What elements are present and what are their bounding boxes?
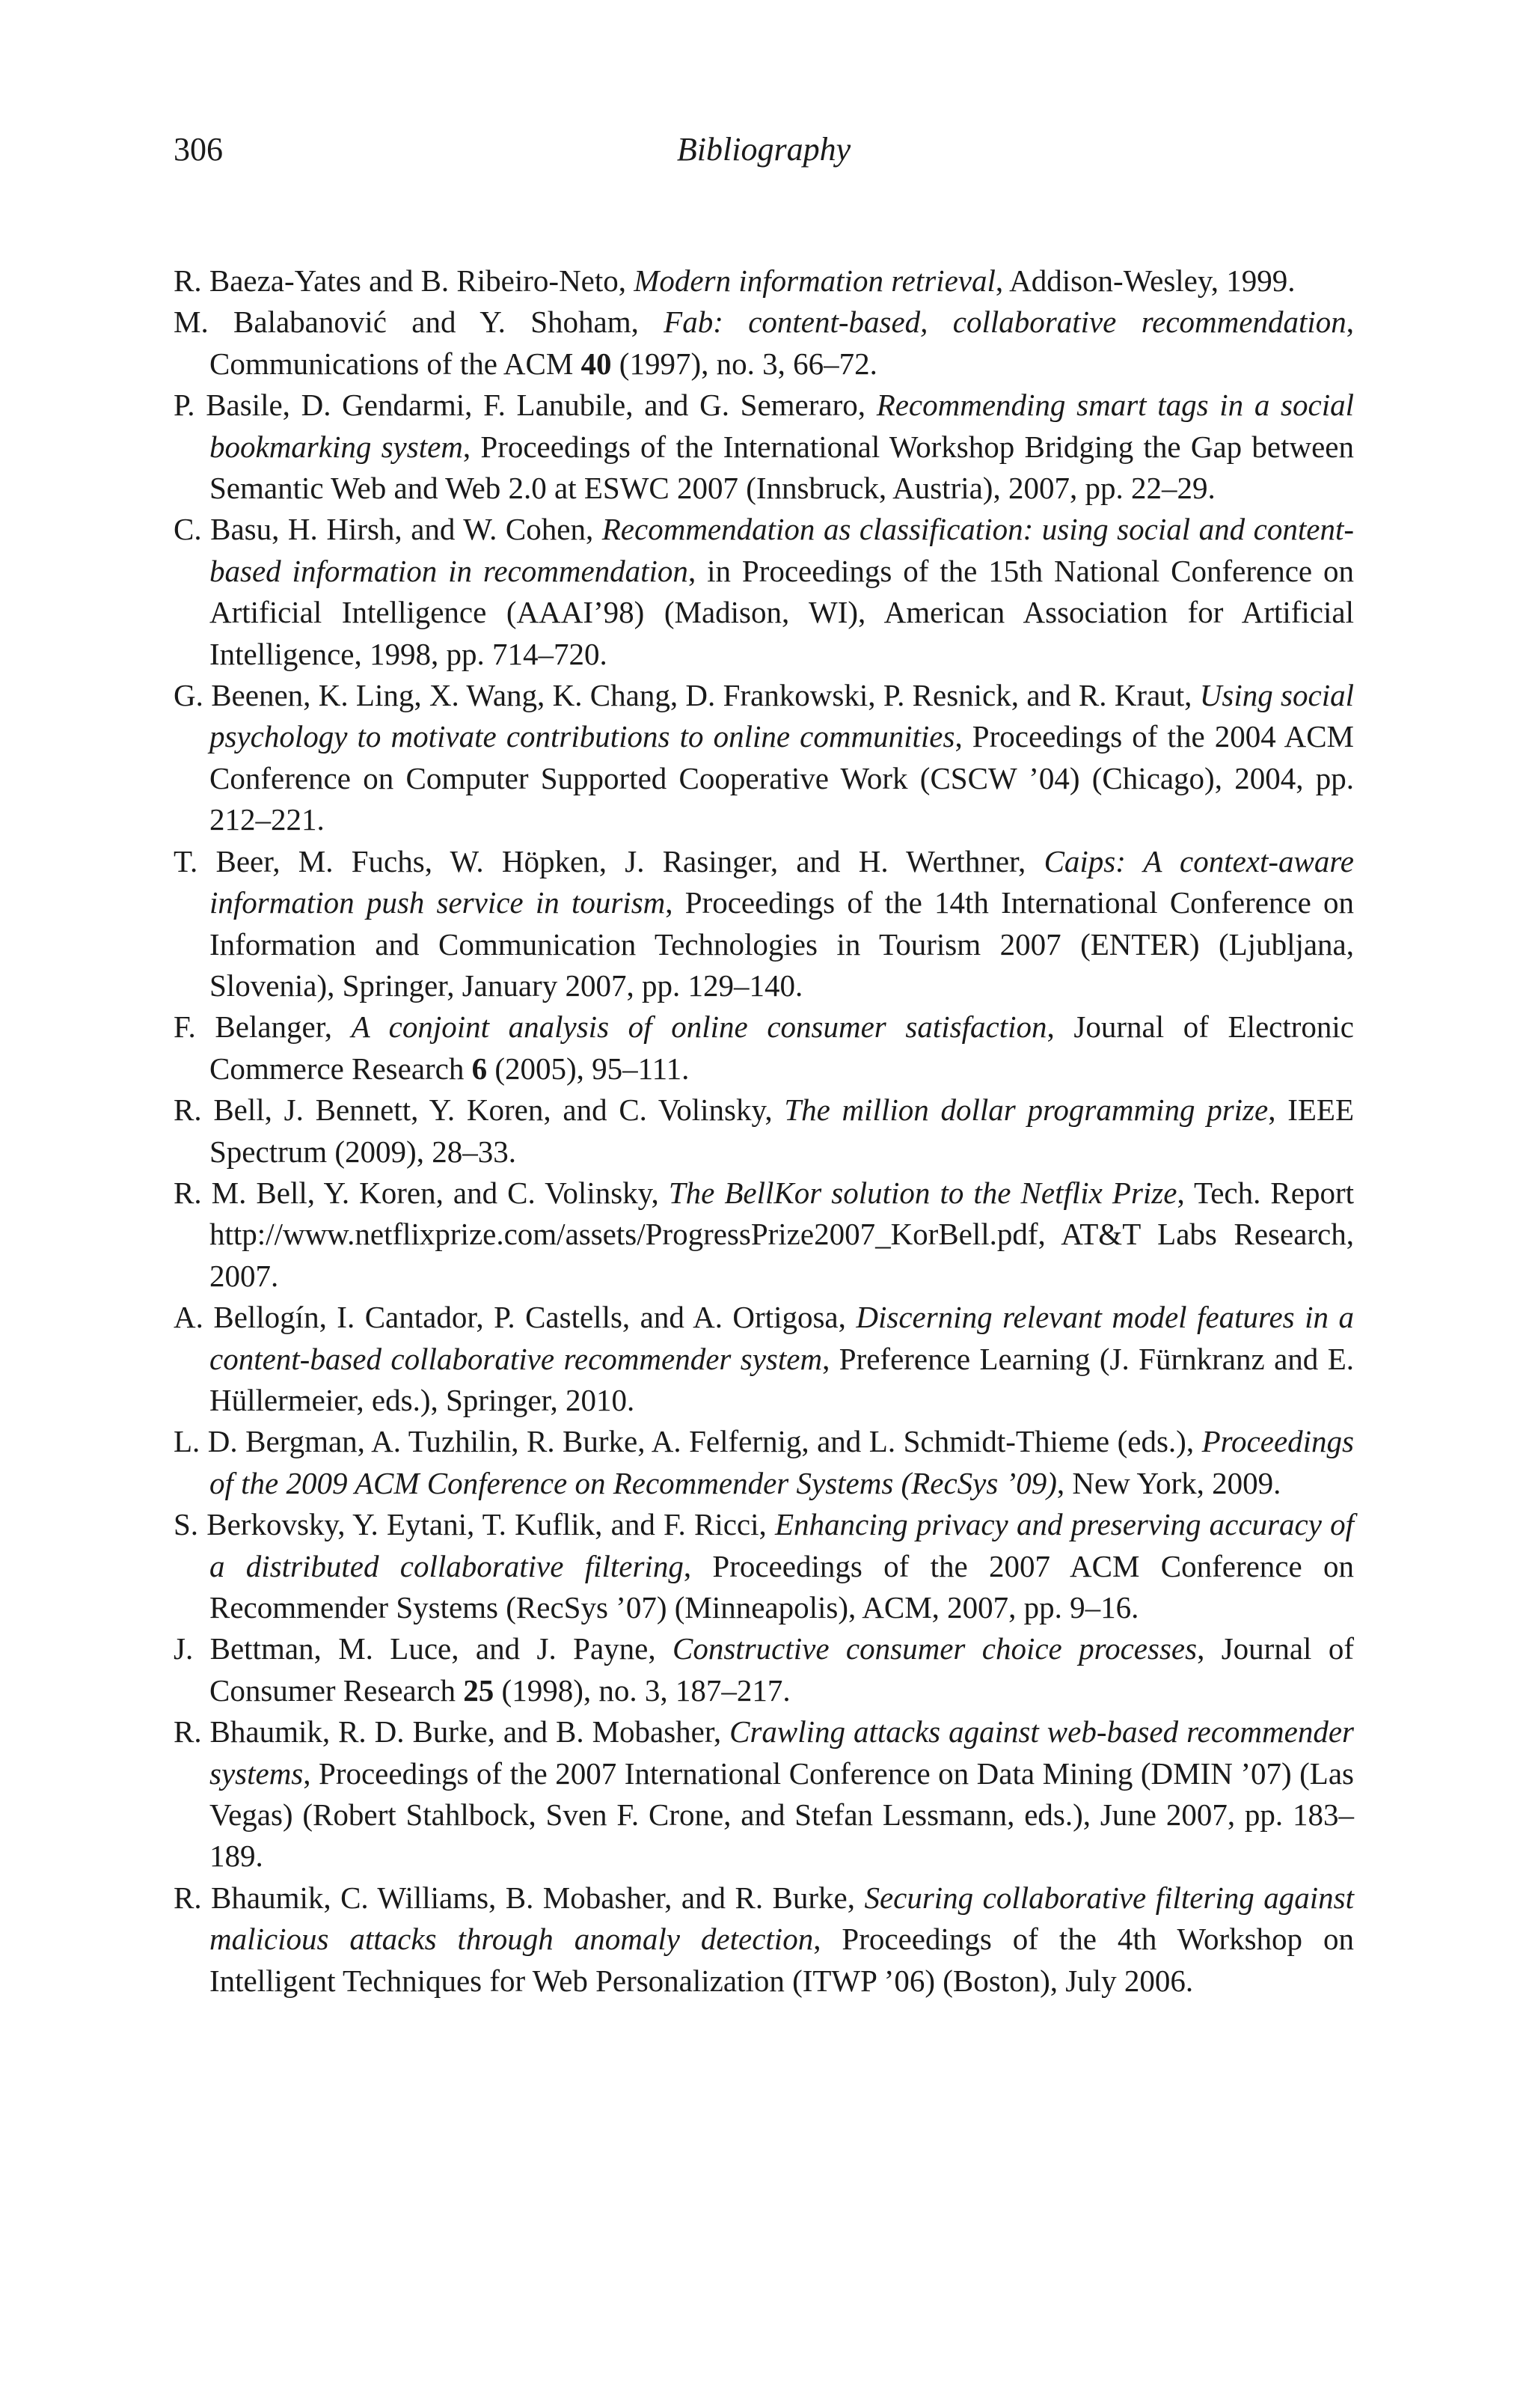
reference-title: Enhancing privacy and preserving accuracy of a distributed collaborative filtering <box>209 1507 1355 1583</box>
reference-entry <box>174 1504 1354 1628</box>
reference-details: (1998), no. 3, 187–217. <box>494 1672 791 1708</box>
reference-title: Securing collaborative filtering against malicious attacks through anomaly detection <box>209 1880 1354 1957</box>
reference-entry <box>174 302 1354 385</box>
reference-entry <box>174 1006 1354 1090</box>
reference-details: , New York, 2009. <box>1056 1465 1281 1500</box>
reference-entry <box>174 509 1354 675</box>
reference-details: , Proceedings of the 14th International Conference on Information and Communication Technologies in Tourism 2007 (ENTER) (Ljubljana, Slovenia), Springer, January 2007, pp. 129–140. <box>209 885 1355 1003</box>
reference-authors: R. Bhaumik, C. Williams, B. Mobasher, and R. Burke, <box>174 1880 865 1915</box>
reference-entry <box>174 1628 1354 1711</box>
reference-details: , in Proceedings of the 15th National Conference on Artificial Intelligence (AAAI’98) (Madison, WI), American Association for Artificial Intelligence, 1998, pp. 714–720. <box>209 553 1355 671</box>
reference-title: Modern information retrieval <box>634 263 996 298</box>
reference-title: Discerning relevant model features in a content-based collaborative recommender system <box>209 1300 1354 1376</box>
reference-entry <box>174 1711 1354 1877</box>
page-header <box>174 127 1354 172</box>
reference-authors: R. Bhaumik, R. D. Burke, and B. Mobasher, <box>174 1714 730 1750</box>
reference-details: , Tech. Report http://www.netflixprize.com/assets/ProgressPrize2007_KorBell.pdf, AT&T Labs Research, 2007. <box>209 1175 1354 1293</box>
reference-volume: 6 <box>471 1051 488 1086</box>
reference-venue: , Journal of Electronic Commerce Research <box>209 1009 1354 1086</box>
reference-entry <box>174 1090 1354 1173</box>
reference-details: , Addison-Wesley, 1999. <box>995 263 1296 298</box>
reference-title: Fab: content-based, collaborative recommendation <box>664 305 1346 340</box>
reference-entry <box>174 675 1354 841</box>
reference-details: , Proceedings of the 2004 ACM Conference on Computer Supported Cooperative Work (CSCW ’04) (Chicago), 2004, pp. 212–221. <box>209 719 1354 837</box>
reference-title: Recommending smart tags in a social bookmarking system <box>209 388 1354 464</box>
reference-title: Crawling attacks against web-based recommender systems <box>209 1714 1354 1791</box>
reference-venue: , Communications of the ACM <box>209 305 1354 381</box>
reference-title: A conjoint analysis of online consumer satisfaction <box>351 1009 1047 1045</box>
reference-authors: R. M. Bell, Y. Koren, and C. Volinsky, <box>174 1175 669 1210</box>
reference-title: Proceedings of the 2009 ACM Conference on Recommender Systems (RecSys ’09) <box>209 1424 1354 1500</box>
reference-entry <box>174 1173 1354 1297</box>
reference-authors: L. D. Bergman, A. Tuzhilin, R. Burke, A. Felfernig, and L. Schmidt-Thieme (eds.), <box>174 1424 1202 1459</box>
reference-volume: 40 <box>580 346 612 381</box>
reference-authors: T. Beer, M. Fuchs, W. Höpken, J. Rasinger, and H. Werthner, <box>174 843 1044 878</box>
reference-title: Recommendation as classification: using social and content-based information in recommendation <box>209 512 1355 588</box>
reference-entry <box>174 260 1354 302</box>
reference-details: , IEEE Spectrum (2009), 28–33. <box>209 1093 1354 1169</box>
reference-authors: R. Baeza-Yates and B. Ribeiro-Neto, <box>174 263 634 298</box>
reference-authors: S. Berkovsky, Y. Eytani, T. Kuflik, and F. Ricci, <box>174 1507 775 1542</box>
reference-details: (1997), no. 3, 66–72. <box>611 346 877 381</box>
reference-authors: A. Bellogín, I. Cantador, P. Castells, and A. Ortigosa, <box>174 1300 857 1335</box>
reference-volume: 25 <box>463 1672 494 1708</box>
reference-details: , Proceedings of the 2007 ACM Conference on Recommender Systems (RecSys ’07) (Minneapolis), ACM, 2007, pp. 9–16. <box>209 1548 1355 1625</box>
reference-title: Constructive consumer choice processes <box>672 1631 1198 1666</box>
reference-details: , Proceedings of the 4th Workshop on Intelligent Techniques for Web Personalization (ITWP ’06) (Boston), July 2006. <box>209 1922 1355 1998</box>
reference-title: Using social psychology to motivate contributions to online communities <box>209 678 1354 754</box>
reference-details: , Preference Learning (J. Fürnkranz and E. Hüllermeier, eds.), Springer, 2010. <box>209 1341 1354 1417</box>
reference-entry <box>174 385 1354 509</box>
reference-entry <box>174 1297 1354 1421</box>
page-number: 306 <box>174 131 223 168</box>
reference-authors: M. Balabanović and Y. Shoham, <box>174 305 664 340</box>
reference-authors: C. Basu, H. Hirsh, and W. Cohen, <box>174 512 602 547</box>
running-title: Bibliography <box>676 131 851 168</box>
reference-authors: P. Basile, D. Gendarmi, F. Lanubile, and G. Semeraro, <box>174 388 877 423</box>
reference-authors: R. Bell, J. Bennett, Y. Koren, and C. Volinsky, <box>174 1093 785 1128</box>
reference-details: (2005), 95–111. <box>487 1051 690 1086</box>
reference-entry <box>174 1421 1354 1504</box>
reference-title: Caips: A context-aware information push service in tourism <box>209 843 1355 920</box>
reference-venue: , Journal of Consumer Research <box>209 1631 1354 1708</box>
reference-entry <box>174 1877 1354 2002</box>
reference-authors: J. Bettman, M. Luce, and J. Payne, <box>174 1631 672 1666</box>
reference-authors: G. Beenen, K. Ling, X. Wang, K. Chang, D. Frankowski, P. Resnick, and R. Kraut, <box>174 678 1200 713</box>
reference-title: The BellKor solution to the Netflix Prize <box>668 1175 1177 1210</box>
reference-entry <box>174 841 1354 1007</box>
reference-authors: F. Belanger, <box>174 1009 352 1045</box>
reference-title: The million dollar programming prize <box>784 1093 1269 1128</box>
reference-list <box>174 260 1354 2002</box>
reference-details: , Proceedings of the 2007 International Conference on Data Mining (DMIN ’07) (Las Vegas) (Robert Stahlbock, Sven F. Crone, and Stefan Lessmann, eds.), June 2007, pp. 183–189. <box>209 1755 1354 1874</box>
reference-details: , Proceedings of the International Workshop Bridging the Gap between Semantic Web and Web 2.0 at ESWC 2007 (Innsbruck, Austria), 2007, pp. 22–29. <box>209 429 1354 506</box>
